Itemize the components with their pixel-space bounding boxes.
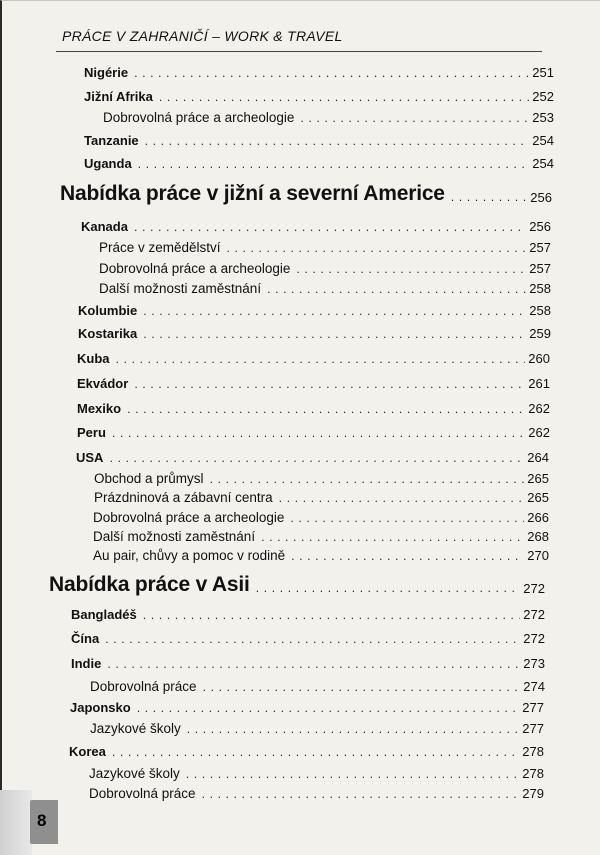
leader-dots [134, 378, 525, 392]
leader-dots [116, 353, 526, 367]
leader-dots [290, 512, 524, 526]
toc-entry-label: Dobrovolná práce [89, 786, 196, 801]
toc-entry-label: Kanada [81, 219, 128, 234]
toc-entry-label: Peru [77, 425, 106, 440]
toc-entry-label: Práce v zemědělství [99, 240, 221, 255]
leader-dots [138, 158, 530, 172]
toc-entry[interactable] [89, 786, 544, 802]
toc-page-number: 252 [532, 89, 554, 104]
leader-dots [186, 768, 520, 782]
toc-entry-label: Uganda [84, 156, 132, 171]
toc-entry[interactable] [77, 351, 550, 367]
toc-entry-label: Au pair, chůvy a pomoc v rodině [93, 548, 286, 563]
toc-entry-label: Obchod a průmysl [94, 471, 204, 486]
toc-entry-label: Tanzanie [84, 133, 139, 148]
toc-entry-label: Jazykové školy [89, 766, 180, 781]
toc-entry-label: Dobrovolná práce a archeologie [99, 261, 291, 276]
leader-dots [137, 702, 520, 716]
toc-entry[interactable] [89, 766, 544, 782]
toc-page-number: 260 [528, 351, 550, 366]
toc-page-number: 279 [522, 786, 544, 801]
toc-page-number: 258 [529, 303, 551, 318]
toc-page-number: 272 [523, 631, 545, 646]
toc-page-number: 274 [523, 679, 545, 694]
toc-section-heading[interactable] [49, 573, 545, 597]
toc-entry-label: Kostarika [78, 326, 138, 341]
toc-page-number: 272 [523, 581, 545, 596]
leader-dots [112, 427, 525, 441]
toc-entry-label: Jazykové školy [90, 721, 181, 736]
toc-page-number: 277 [522, 700, 544, 715]
toc-entry[interactable] [71, 631, 545, 647]
toc-page-number: 257 [529, 261, 551, 276]
toc-entry[interactable] [93, 548, 549, 564]
toc-page-number: 256 [530, 190, 552, 205]
toc-page-number: 278 [522, 766, 544, 781]
toc-entry[interactable] [81, 219, 551, 235]
toc-entry-label: Ekvádor [77, 376, 129, 391]
toc-entry-label: Japonsko [70, 700, 131, 715]
toc-page-number: 266 [527, 510, 549, 525]
toc-page-number: 253 [532, 110, 554, 125]
toc-page-number: 272 [523, 607, 545, 622]
toc-entry-label: Mexiko [77, 401, 122, 416]
toc-entry[interactable] [94, 490, 549, 506]
leader-dots [143, 609, 521, 623]
toc-entry[interactable] [76, 450, 549, 466]
toc-entry[interactable] [69, 744, 544, 760]
leader-dots [187, 723, 520, 737]
toc-entry[interactable] [77, 425, 550, 441]
toc-page-number: 256 [529, 219, 551, 234]
toc-page-number: 264 [527, 450, 549, 465]
toc-section-heading[interactable] [60, 182, 552, 206]
leader-dots [105, 633, 520, 647]
toc-entry-label: Indie [71, 656, 102, 671]
toc-entry[interactable] [78, 326, 551, 342]
leader-dots [145, 135, 530, 149]
toc-entry-label: Kuba [77, 351, 110, 366]
toc-page-number: 254 [532, 133, 554, 148]
toc-entry[interactable] [103, 110, 554, 126]
toc-entry-label: Dobrovolná práce a archeologie [93, 510, 285, 525]
toc-page-number: 251 [532, 65, 554, 80]
toc-page-number: 261 [528, 376, 550, 391]
toc-entry[interactable] [71, 656, 545, 672]
leader-dots [159, 91, 529, 105]
toc-entry-label: Další možnosti zaměstnání [93, 529, 256, 544]
toc-entry[interactable] [99, 281, 551, 297]
leader-dots [291, 550, 524, 564]
toc-entry[interactable] [84, 89, 554, 105]
toc-page-number: 262 [528, 401, 550, 416]
toc-entry[interactable] [93, 510, 549, 526]
toc-entry[interactable] [90, 721, 544, 737]
toc-entry-label: USA [76, 450, 104, 465]
leader-dots [261, 531, 524, 545]
leader-dots [112, 746, 519, 760]
toc-page-number: 257 [529, 240, 551, 255]
leader-dots [451, 191, 528, 205]
leader-dots [134, 221, 526, 235]
leader-dots [143, 305, 526, 319]
toc-entry[interactable] [99, 261, 551, 277]
toc-entry-label: Čína [71, 631, 100, 646]
toc-entry[interactable] [77, 401, 550, 417]
toc-entry[interactable] [70, 700, 544, 716]
leader-dots [127, 403, 525, 417]
toc-entry[interactable] [90, 679, 545, 695]
toc-entry[interactable] [99, 240, 551, 256]
toc-page-number: 265 [527, 490, 549, 505]
toc-entry-label: Kolumbie [78, 303, 138, 318]
running-head: PRÁCE V ZAHRANIČÍ – WORK & TRAVEL [62, 28, 343, 44]
leader-dots [256, 582, 521, 596]
toc-entry-label: Korea [69, 744, 106, 759]
toc-entry-label: Jižní Afrika [84, 89, 153, 104]
leader-dots [107, 658, 520, 672]
toc-entry[interactable] [77, 376, 550, 392]
toc-page-number: 270 [527, 548, 549, 563]
toc-entry-label: Bangladéš [71, 607, 137, 622]
leader-dots [109, 452, 524, 466]
leader-dots [279, 492, 525, 506]
toc-entry[interactable] [71, 607, 545, 623]
leader-dots [227, 242, 527, 256]
leader-dots [202, 788, 520, 802]
leader-dots [143, 328, 526, 342]
toc-entry[interactable] [84, 65, 554, 81]
toc-entry-label: Dobrovolná práce [90, 679, 197, 694]
leader-dots [210, 473, 525, 487]
toc-page-number: 262 [528, 425, 550, 440]
toc-page-number: 277 [522, 721, 544, 736]
toc-page-number: 278 [522, 744, 544, 759]
toc-entry[interactable] [78, 303, 551, 319]
toc-entry-label: Další možnosti zaměstnání [99, 281, 262, 296]
toc-entry-label: Nigérie [84, 65, 129, 80]
toc-entry[interactable] [93, 529, 549, 545]
toc-entry[interactable] [84, 156, 554, 172]
toc-page-number: 258 [529, 281, 551, 296]
toc-page-number: 259 [529, 326, 551, 341]
leader-dots [267, 283, 526, 297]
header-rule [56, 51, 542, 52]
toc-entry[interactable] [84, 133, 554, 149]
toc-entry-label: Dobrovolná práce a archeologie [103, 110, 295, 125]
toc-entry-label: Prázdninová a zábavní centra [94, 490, 273, 505]
leader-dots [296, 263, 526, 277]
leader-dots [134, 67, 529, 81]
toc-page-number: 268 [527, 529, 549, 544]
leader-dots [300, 112, 529, 126]
toc-page-number: 273 [523, 656, 545, 671]
toc-section-label: Nabídka práce v jižní a severní Americe [60, 182, 445, 205]
toc-page-number: 265 [527, 471, 549, 486]
page-number: 8 [37, 811, 47, 830]
page-edge-shade [0, 790, 32, 855]
toc-page-number: 254 [532, 156, 554, 171]
toc-section-label: Nabídka práce v Asii [49, 573, 250, 596]
toc-entry[interactable] [94, 471, 549, 487]
leader-dots [203, 681, 521, 695]
